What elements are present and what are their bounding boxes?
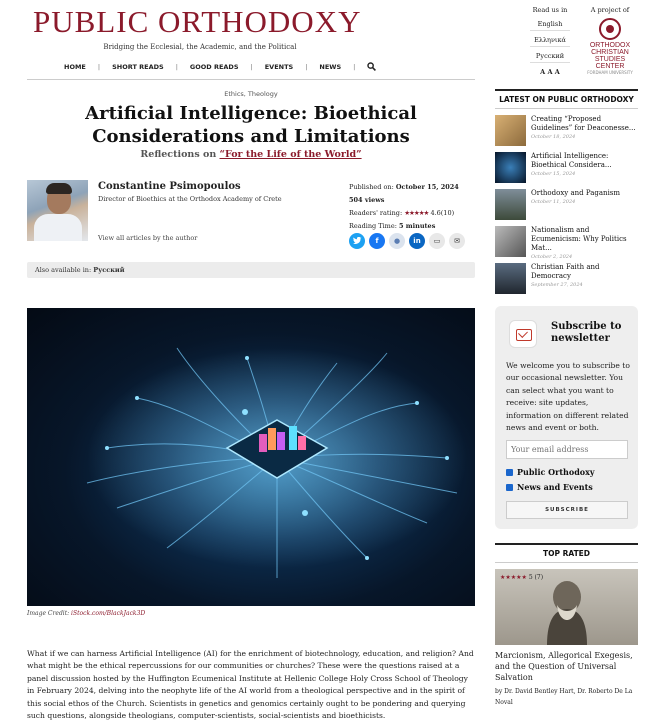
image-credit-link[interactable]: iStock.com/BlackJack3D: [71, 610, 146, 617]
newsletter-box: [495, 306, 638, 529]
site-logo[interactable]: PUBLIC ORTHODOXY: [33, 4, 362, 39]
latest-list: [495, 115, 638, 300]
nav-home[interactable]: HOME: [64, 62, 86, 71]
header-divider: [27, 79, 475, 80]
linkedin-icon[interactable]: in: [409, 233, 425, 249]
email-input[interactable]: [506, 440, 628, 459]
latest-thumb[interactable]: [495, 263, 526, 294]
lang-greek[interactable]: Ελληνικά: [530, 36, 570, 47]
checkbox-public-orthodoxy[interactable]: Public Orthodoxy: [506, 467, 595, 477]
latest-divider: [495, 108, 638, 109]
author-role: Director of Bioethics at the Orthodox Academy of Crete: [98, 195, 282, 203]
lang-russian[interactable]: Русский: [530, 52, 570, 63]
nav-events[interactable]: EVENTS: [264, 62, 294, 71]
reddit-icon[interactable]: ●: [389, 233, 405, 249]
org-line-2: CHRISTIAN: [591, 49, 629, 56]
top-rated-heading: TOP RATED: [495, 543, 638, 558]
latest-heading: LATEST ON PUBLIC ORTHODOXY: [495, 89, 638, 104]
site-tagline: Bridging the Ecclesial, the Academic, and the Political: [103, 43, 297, 51]
rating-stars[interactable]: ★★★★★: [404, 209, 429, 217]
also-available-russian[interactable]: Русский: [93, 266, 125, 274]
mail-icon: [509, 320, 537, 348]
latest-thumb[interactable]: [495, 226, 526, 257]
lang-english[interactable]: English: [530, 20, 570, 31]
latest-item[interactable]: Artificial Intelligence: Bioethical Considera... October 15, 2024: [495, 152, 638, 189]
font-size-toggle[interactable]: A A A: [540, 68, 560, 76]
newsletter-heading: Subscribe to newsletter: [551, 321, 622, 344]
nav-good-reads[interactable]: GOOD READS: [189, 62, 239, 71]
checkbox-checked-icon[interactable]: [506, 484, 513, 491]
language-switcher: [530, 6, 570, 76]
checkbox-checked-icon[interactable]: [506, 469, 513, 476]
also-available-bar: Also available in: Русский: [27, 262, 475, 278]
email-icon[interactable]: ✉: [449, 233, 465, 249]
latest-thumb[interactable]: [495, 115, 526, 146]
search-icon[interactable]: [367, 62, 376, 71]
project-label: A project of: [590, 6, 630, 14]
org-line-1: ORTHODOX: [589, 42, 631, 49]
latest-item[interactable]: Orthodoxy and Paganism October 11, 2024: [495, 189, 638, 226]
image-credit: Image Credit: iStock.com/BlackJack3D: [27, 610, 146, 617]
view-all-articles-link[interactable]: View all articles by the author: [98, 234, 198, 242]
view-count: 504 views: [349, 196, 385, 204]
facebook-icon[interactable]: f: [369, 233, 385, 249]
subscribe-button[interactable]: SUBSCRIBE: [506, 501, 628, 519]
subtitle-link[interactable]: “For the Life of the World”: [219, 149, 362, 160]
article-meta: Published on: October 15, 2024 504 views Readers' rating: ★★★★★ 4.6(10) Reading Time: 5 minutes: [349, 183, 459, 230]
latest-thumb[interactable]: [495, 152, 526, 183]
top-rated-title[interactable]: Marcionism, Allegorical Exegesis, and the Question of Universal Salvation: [495, 651, 633, 682]
article-categories[interactable]: Ethics, Theology: [224, 90, 278, 98]
ocsc-project[interactable]: [585, 6, 635, 75]
share-buttons: [349, 233, 465, 249]
hero-image: [27, 308, 475, 606]
latest-item[interactable]: Nationalism and Ecumenicism: Why Politics Mat... October 2, 2024: [495, 226, 638, 263]
main-nav: HOME | SHORT READS | GOOD READS | EVENTS | NEWS |: [64, 62, 376, 71]
latest-thumb[interactable]: [495, 189, 526, 220]
university-label: FORDHAM UNIVERSITY: [587, 70, 633, 75]
rating-value: 4.6(10): [430, 209, 455, 217]
article-body: What if we can harness Artificial Intelligence (AI) for the enrichment of biotechnology, education, and religion? And what might be the ethical repercussions for our communities or churches? These were the questions raised at a panel discussion hosted by the Huffington Ecumenical Institute at Hellenic College Holy Cross School of Theology in February 2024, delving into the neophyte life of the AI world from a theological perspective and in the spirit of this social ethos of the Church. Scientists in genetics and genomics certainly ought to be pondering and querying such questions, alongside theologians, computer-scientists, social-scientists and bioethicists.: [27, 649, 474, 720]
top-rated-image[interactable]: [495, 569, 638, 645]
org-line-4: CENTER: [595, 63, 625, 70]
top-rated-authors: by Dr. David Bentley Hart, Dr. Roberto De La Noval: [495, 688, 633, 706]
newsletter-text: We welcome you to subscribe to our occasional newsletter. You can select what you want to receive: site updates, information on different related news and event or both.: [506, 361, 630, 433]
org-line-3: STUDIES: [594, 56, 626, 63]
top-rated-divider: [495, 562, 638, 563]
top-rated-rating: ★★★★★ 5 (7): [500, 574, 544, 581]
author-name[interactable]: Constantine Psimopoulos: [98, 181, 241, 192]
nav-news[interactable]: NEWS: [319, 62, 342, 71]
reading-time: 5 minutes: [398, 222, 436, 230]
ocsc-seal-icon: [599, 18, 621, 40]
nav-short-reads[interactable]: SHORT READS: [112, 62, 164, 71]
latest-item[interactable]: Creating “Proposed Guidelines” for Deaconesse... October 18, 2024: [495, 115, 638, 152]
twitter-icon[interactable]: [349, 233, 365, 249]
latest-item[interactable]: Christian Faith and Democracy September 27, 2024: [495, 263, 638, 300]
checkbox-news-events[interactable]: News and Events: [506, 482, 593, 492]
published-date: October 15, 2024: [395, 183, 459, 191]
author-photo[interactable]: [27, 180, 88, 241]
read-in-label: Read us in: [532, 6, 568, 14]
article-subtitle: Reflections on “For the Life of the World”: [140, 149, 362, 160]
article-title: Artificial Intelligence: Bioethical Considerations and Limitations: [85, 103, 417, 147]
print-icon[interactable]: ▭: [429, 233, 445, 249]
